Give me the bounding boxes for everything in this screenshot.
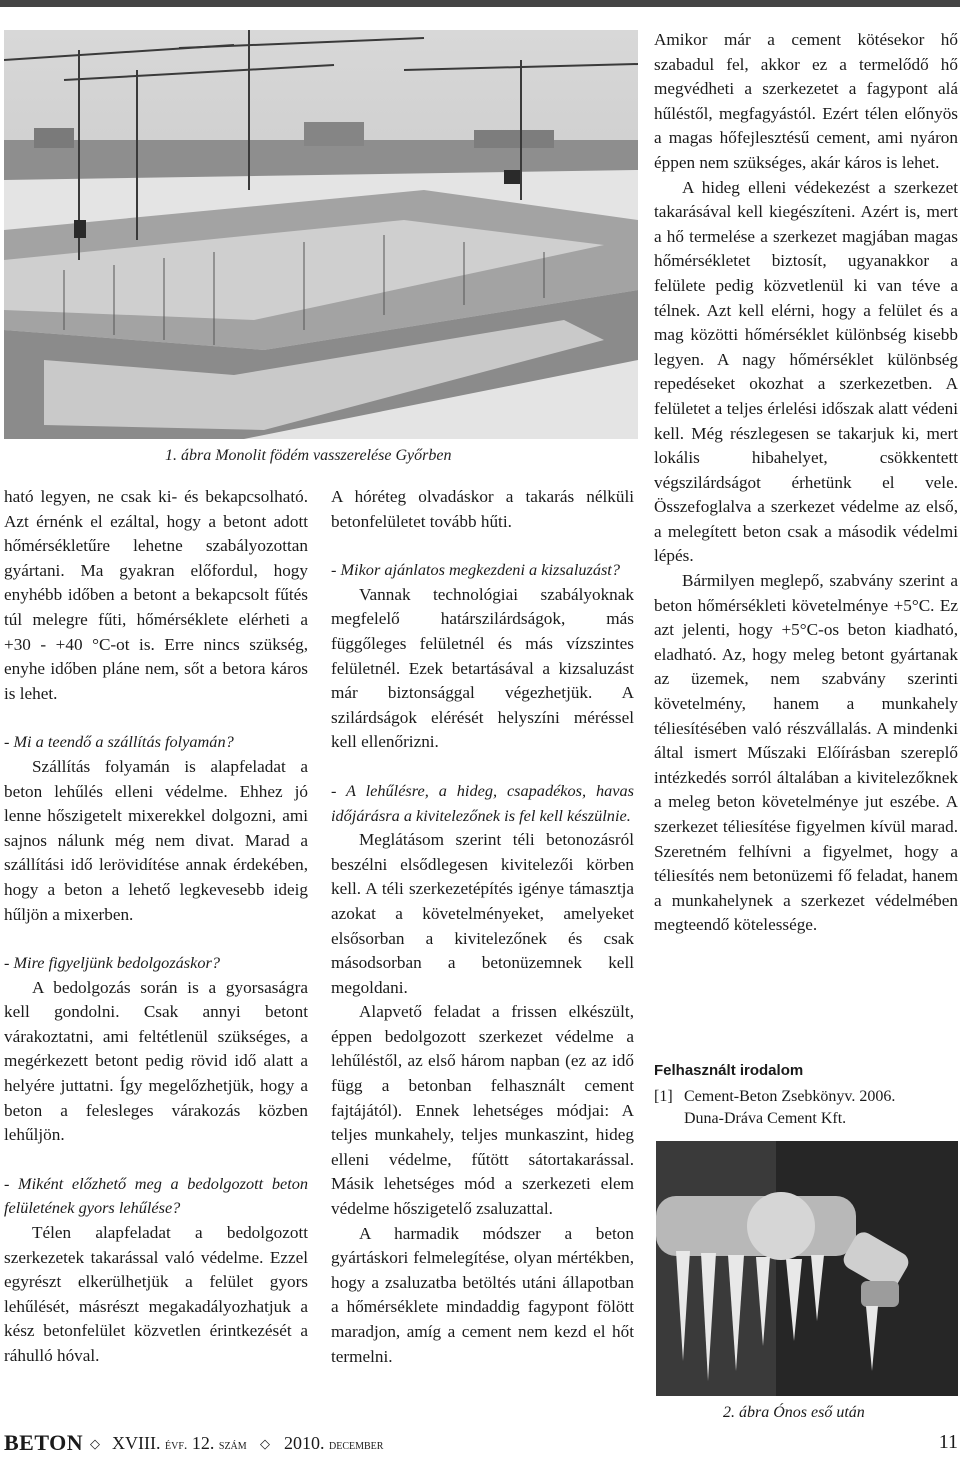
question-heading: - Mire figyeljünk bedolgozáskor? (4, 953, 220, 973)
reference-number: [1] (654, 1088, 673, 1105)
figure-1-caption: 1. ábra Monolit födém vasszerelése Győrben (165, 447, 452, 464)
reference-line-2: Duna-Dráva Cement Kft. (684, 1110, 847, 1127)
paragraph: A harmadik módszer a beton gyártáskori felmelegítése, olyan mértékben, hogy a zsaluzatba betöltés utáni állapotban a hőmérséklete mindaddig fagypont fölött maradjon, amíg a cement nem kezd el hőt termelni. (331, 1223, 634, 1366)
issue-number: 12. (191, 1433, 215, 1453)
question-heading: - Mikor ajánlatos megkezdeni a kizsaluzást? (331, 560, 620, 580)
paragraph: A hideg elleni védekezést a szerkezet takarásával kell kiegészíteni. Azért is, mert a hő termelése a szerkezet magjában magas hőmérsékletet biztosít, ugyanakkor a felülete pedig közvetlenül ki van téve a télnek. Azt kell elérni, hogy a felület és a mag közötti hőmérséklet különbség kisebb legyen. A nagy hőmérséklet különbség repedéseket okozhat a szerkezetben. A felületet a teljes érlelési időszak alatt védeni kell. Még részlegesen se takarjuk ki, mert lokális hibahelyet, csökkentett végszilárdságot érhetünk el vele. Összefoglalva a szerkezet védelme az első, a melegített beton csak a második védelmi lépés. (654, 177, 958, 566)
top-rule (0, 0, 960, 7)
reference-text (684, 1086, 895, 1130)
paragraph: Meglátásom szerint téli betonozásról beszélni elsődlegesen kivitelezői körben kell. A téli szerkezetépítés igénye támasztja azokat a követelményeket, amelyeket elsősorban a kivitelezőnek és csak másodsorban a betonüzemnek kell megoldani. (331, 830, 634, 997)
page-footer (4, 1430, 958, 1456)
question-heading: - Miként előzhető meg a bedolgozott beton felületének gyors lehűlése? (4, 1173, 308, 1218)
diamond-icon: ◇ (90, 1436, 100, 1451)
column-2 (331, 485, 634, 1369)
figure-2-caption: 2. ábra Ónos eső után (723, 1404, 865, 1421)
diamond-icon: ◇ (260, 1436, 270, 1451)
volume: XVIII. (112, 1433, 161, 1453)
figure-1-photo (4, 30, 638, 439)
column-1 (4, 485, 308, 1369)
issue-date (284, 1433, 383, 1454)
paragraph: Alapvető feladat a frissen elkészült, éppen bedolgozott szerkezet védelme a lehűléstől, az első három napban (ez az idő függ a betonban felhasznált cement fajtájától). Ennek lehetséges módjai: A teljes munkahely, teljes munkaszint, hideg elleni védelme, fűtött sátortakarással. Másik lehetséges mód a szerkezeti elem védelme hőszigetelő zsaluzattal. (331, 1002, 634, 1219)
page-number: 11 (938, 1431, 958, 1453)
issue-info (112, 1433, 247, 1454)
volume-label: évf. (164, 1438, 188, 1453)
issue-label: szám (218, 1438, 247, 1453)
question-heading: - Mi a teendő a szállítás folyamán? (4, 732, 234, 752)
references-heading: Felhasznált irodalom (654, 1062, 804, 1079)
question-heading: - A lehűlésre, a hideg, csapadékos, havas időjárásra a kivitelezőnek is fel kell készülnie. (331, 780, 634, 825)
paragraph: Szállítás folyamán is alapfeladat a beton lehűlés elleni védelme. Ehhez jó lenne hőszigetelt mixerekkel dolgozni, ami sajnos nálunk még nem divat. Marad a szállítási idő lerövidítése annak érdekében, hogy a beton a lehető legkevesebb ideig hűljön a mixerben. (4, 756, 308, 924)
paragraph: A hóréteg olvadáskor a takarás nélküli betonfelületet tovább hűti. (331, 487, 634, 531)
reference-line-1: Cement-Beton Zsebkönyv. 2006. (684, 1088, 896, 1105)
paragraph: A bedolgozás során is a gyorsaságra kell gondolni. Csak annyi betont várakoztatni, ami feltétlenül szükséges, a megérkezett betont pedig rövid idő alatt a helyére juttatni. Így megelőzhetjük, hogy a beton a felesleges várakozás közben lehűljön. (4, 977, 308, 1145)
journal-name: BETON (4, 1430, 84, 1455)
reference-item (654, 1086, 958, 1130)
paragraph: Vannak technológiai szabályoknak megfelelő határszilárdságok, más függőleges felületnél és más vízszintes felületnél. Ezek betartásával a kizsaluzást már biztonsággal végezhetjük. A szilárdságok elérését helyszíni méréssel kell ellenőrizni. (331, 584, 634, 752)
paragraph: Amikor már a cement kötésekor hő szabadul fel, akkor ez a termelődő hő megvédheti a szerkezetet a fagypont alá hűléstől, megfagyástól. Ezért télen előnyös a magas hőfejlesztésű cement, ami nyáron éppen nem szükséges, akár káros is lehet. (654, 30, 958, 172)
issue-month: december (329, 1438, 384, 1453)
paragraph: Bármilyen meglepő, szabvány szerint a beton hőmérsékleti követelménye +5°C. Ez azt jelenti, hogy +5°C-os beton kiadható, eladható. Az, hogy meleg betont gyártanak az üzemek, nem szabvány szerinti követelmény, hanem a munkahely téliesítésében való részvállalás. A mindenki által ismert Műszaki Előírásban szereplő intézkedés sorról általában a kivitelezőknek a meleg beton követelménye jut eszébe. A szerkezet téliesítése figyelmen kívül marad. Szeretném felhívni a figyelmet, hogy a téliesítés nem betonüzemi fő feladat, hanem a munkahelynek a szerkezet védelmében megteendő kötelessége. (654, 571, 958, 935)
issue-year: 2010. (284, 1433, 325, 1453)
figure-2-photo (656, 1141, 958, 1396)
paragraph: Télen alapfeladat a bedolgozott szerkezetek takarással való védelme. Ezzel egyrészt elkerülhetjük a felület gyors lehűlését, másrészt megakadályozhatjuk a kész betonfelület közvetlen érintkezését a ráhulló hóval. (4, 1223, 308, 1365)
references (654, 1060, 958, 1130)
column-3 (654, 28, 958, 938)
paragraph: ható legyen, ne csak ki- és bekapcsolható. Azt érnénk el ezáltal, hogy a betont adott hőmérsékletűre lehetne szabályozottan gyártani. Ma gyakran előfordul, hogy enyhébb időben a betont a bekapcsolt fűtés túl melegre fűti, hőmérséklete elérheti a +30 - +40 °C-ot is. Erre nincs szükség, enyhe időben pláne nem, sőt a betora káros is lehet. (4, 487, 308, 703)
